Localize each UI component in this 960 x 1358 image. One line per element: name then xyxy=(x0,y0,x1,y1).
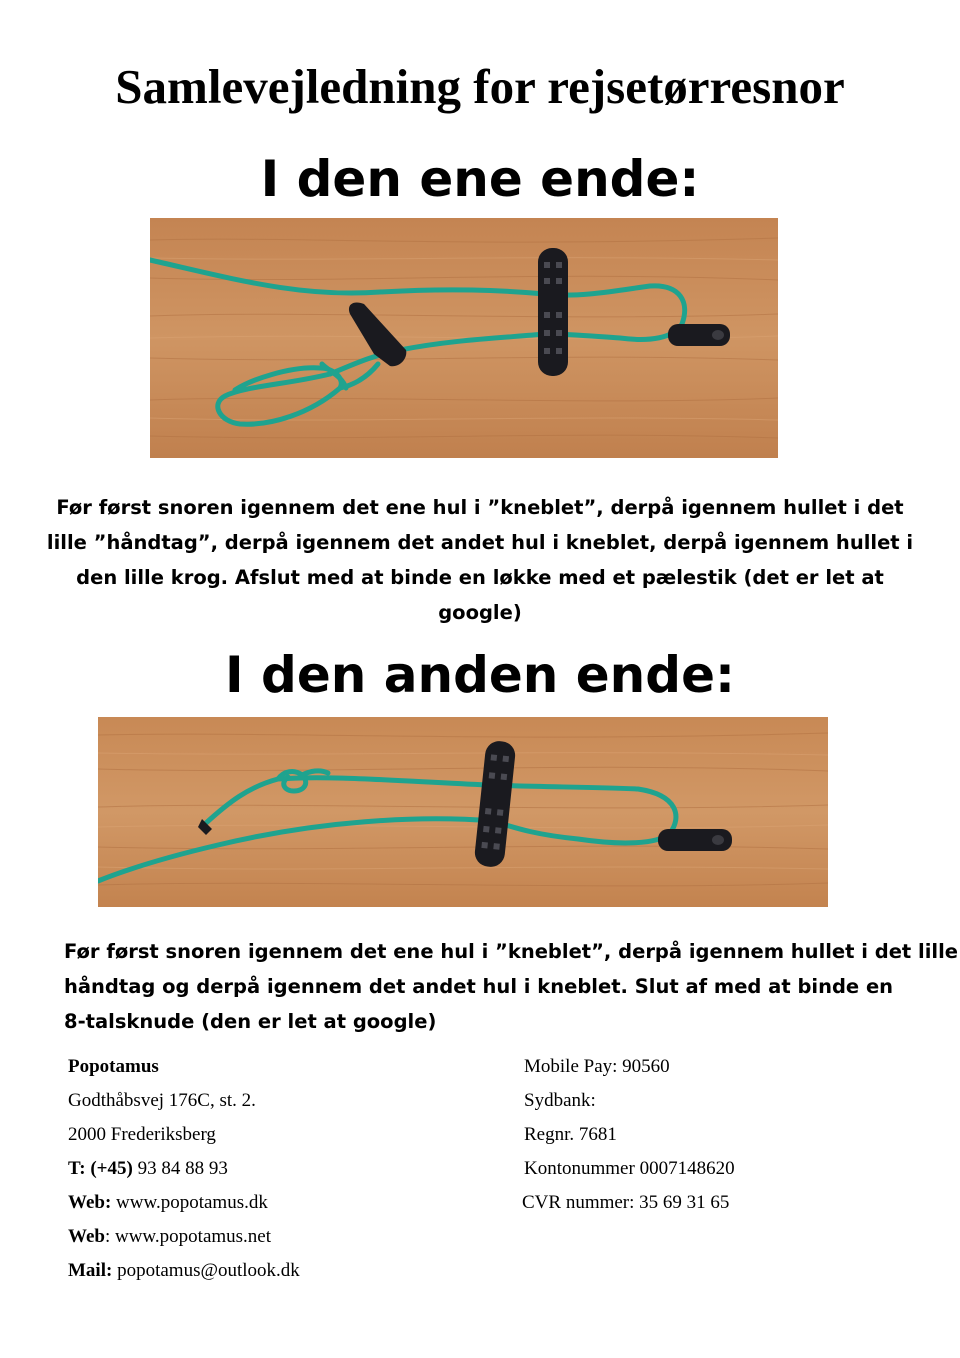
section2-heading: I den anden ende: xyxy=(225,646,735,704)
section2-line-1: Før først snoren igennem det ene hul i ”kneblet”, derpå igennem hullet i det lille xyxy=(64,940,959,963)
photo-other-end xyxy=(98,717,828,907)
section1-instructions: Før først snoren igennem det ene hul i ”kneblet”, derpå igennem hullet i det lille ”håndtag”, derpå igennem det andet hul i kneblet, derpå igennem hullet i den lille krog. Afslut med at binde en løkke med et pælestik (det er let at google) xyxy=(46,496,914,624)
konto-line: Kontonummer 0007148620 xyxy=(524,1158,735,1179)
mail-address[interactable]: popotamus@outlook.dk xyxy=(112,1260,300,1281)
cvr-line: CVR nummer: 35 69 31 65 xyxy=(522,1192,730,1213)
address-line-1: Godthåbsvej 176C, st. 2. xyxy=(68,1090,256,1111)
web-label-1: Web: xyxy=(68,1192,112,1213)
company-name: Popotamus xyxy=(68,1056,159,1077)
phone-line xyxy=(68,1152,488,1186)
section2-instructions xyxy=(64,934,959,1039)
mail-label: Mail: xyxy=(68,1260,113,1281)
phone-number: 93 84 88 93 xyxy=(132,1158,228,1179)
payment-block xyxy=(524,1050,924,1220)
section2-line-2: håndtag og derpå igennem det andet hul i kneblet. Slut af med at binde en xyxy=(64,975,894,998)
regnr-line: Regnr. 7681 xyxy=(524,1124,617,1145)
document-title: Samlevejledning for rejsetørresnor xyxy=(115,59,845,114)
photo-first-end xyxy=(150,218,778,458)
web-line-2 xyxy=(68,1220,488,1254)
mail-line xyxy=(68,1254,488,1288)
address-line-2: 2000 Frederiksberg xyxy=(68,1124,216,1145)
mobilepay-line: Mobile Pay: 90560 xyxy=(524,1056,670,1077)
web-link-2[interactable]: : www.popotamus.net xyxy=(104,1226,272,1247)
section1-heading: I den ene ende: xyxy=(260,150,700,208)
phone-label: T: (+45) xyxy=(68,1158,133,1179)
web-line-1 xyxy=(68,1186,488,1220)
web-link-1[interactable]: www.popotamus.dk xyxy=(111,1192,268,1213)
contact-block xyxy=(68,1050,488,1288)
bank-line: Sydbank: xyxy=(524,1090,596,1111)
section2-line-3: 8-talsknude (den er let at google) xyxy=(64,1010,437,1033)
web-label-2: Web xyxy=(68,1226,105,1247)
